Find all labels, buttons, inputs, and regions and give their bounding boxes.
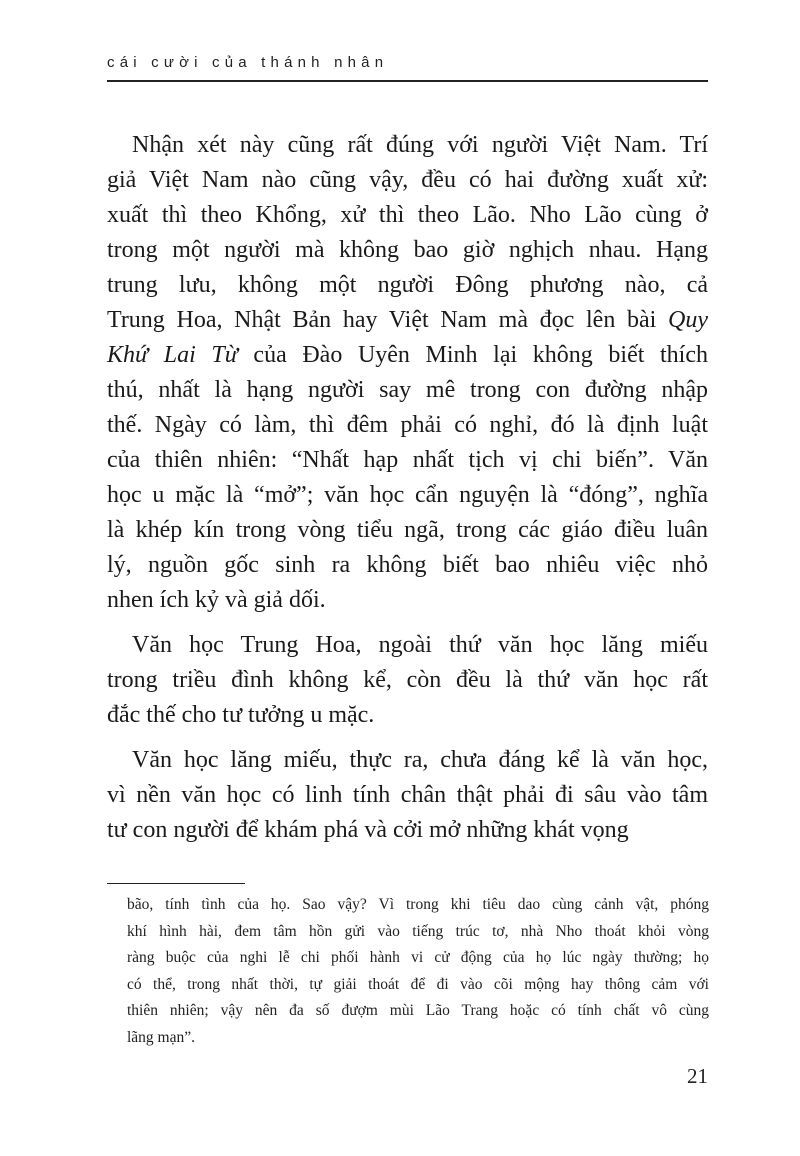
text-line (107, 478, 708, 513)
header-rule (107, 80, 708, 82)
text-segment: của Đào Uyên Minh lại không biết thích (237, 342, 708, 368)
text-segment: nhen ích kỷ và giả dối. (107, 587, 326, 613)
text-segment: giả Việt Nam nào cũng vậy, đều có hai đường xuất xử: (107, 167, 708, 193)
text-segment: thú, nhất là hạng người say mê trong con đường nhập (107, 377, 708, 403)
paragraph-gap (107, 618, 708, 628)
text-line (107, 163, 708, 198)
text-line (107, 548, 708, 583)
footnote-separator (107, 883, 245, 884)
text-segment: tư con người để khám phá và cởi mở những khát vọng (107, 817, 629, 843)
text-segment: của thiên nhiên: “Nhất hạp nhất tịch vị chi biến”. Văn (107, 447, 708, 473)
text-segment: Văn học lăng miếu, thực ra, chưa đáng kể là văn học, (132, 747, 708, 773)
text-segment: xuất thì theo Khổng, xử thì theo Lão. Nho Lão cùng ở (107, 202, 708, 228)
footnote-line: ràng buộc của nghi lễ chi phối hành vi cử động của họ lúc ngày thường; họ (127, 949, 709, 966)
text-line (107, 373, 708, 408)
text-segment: là khép kín trong vòng tiểu ngã, trong các giáo điều luân (107, 517, 708, 543)
text-line (107, 268, 708, 303)
text-segment: trong một người mà không bao giờ nghịch nhau. Hạng (107, 237, 708, 263)
text-line (107, 583, 708, 618)
text-line (107, 743, 708, 778)
text-line (107, 663, 708, 698)
body-text (107, 128, 708, 848)
text-line (107, 338, 708, 373)
text-line (107, 408, 708, 443)
italic-title: Quy (668, 307, 708, 333)
text-segment: vì nền văn học có linh tính chân thật phải đi sâu vào tâm (107, 782, 708, 808)
text-line (107, 443, 708, 478)
paragraph (107, 743, 708, 848)
text-line (107, 513, 708, 548)
page-number: 21 (687, 1064, 708, 1088)
text-line (107, 778, 708, 813)
text-line (107, 698, 708, 733)
footnote-line: bão, tính tình của họ. Sao vậy? Vì trong khi tiêu dao cùng cảnh vật, phóng (127, 896, 709, 913)
footnote (127, 892, 709, 1051)
italic-title: Khứ Lai Từ (107, 342, 238, 368)
text-segment: học u mặc là “mở”; văn học cẩn nguyện là “đóng”, nghĩa (107, 482, 708, 508)
running-head: cái cười của thánh nhân (107, 54, 389, 71)
footnote-line: có thể, trong nhất thời, tự giải thoát để đi vào cõi mộng hay thông cảm với (127, 975, 709, 993)
text-line (107, 128, 708, 163)
text-segment: trung lưu, không một người Đông phương nào, cả (107, 272, 708, 298)
footnote-line: thiên nhiên; vậy nên đa số đượm mùi Lão Trang hoặc có tính chất vô cùng (127, 1002, 709, 1019)
text-line (107, 303, 708, 338)
footnote-line: khí hình hài, đem tâm hồn gửi vào tiếng trúc tơ, nhà Nho thoát khỏi vòng (127, 922, 709, 940)
text-segment: đắc thế cho tư tưởng u mặc. (107, 702, 375, 728)
text-segment: Nhận xét này cũng rất đúng với người Việt Nam. Trí (132, 132, 708, 158)
text-segment: trong triều đình không kể, còn đều là thứ văn học rất (107, 667, 708, 693)
paragraph (107, 128, 708, 618)
footnote-line: lãng mạn”. (127, 1028, 196, 1046)
paragraph-gap (107, 733, 708, 743)
text-line (107, 233, 708, 268)
text-segment: thế. Ngày có làm, thì đêm phải có nghỉ, đó là định luật (107, 412, 708, 438)
text-line (107, 813, 708, 848)
text-line (107, 628, 708, 663)
text-segment: Văn học Trung Hoa, ngoài thứ văn học lăng miếu (132, 632, 708, 658)
text-segment: Trung Hoa, Nhật Bản hay Việt Nam mà đọc lên bài (107, 307, 669, 333)
text-segment: lý, nguồn gốc sinh ra không biết bao nhiêu việc nhỏ (107, 552, 708, 578)
text-line (107, 198, 708, 233)
paragraph (107, 628, 708, 733)
